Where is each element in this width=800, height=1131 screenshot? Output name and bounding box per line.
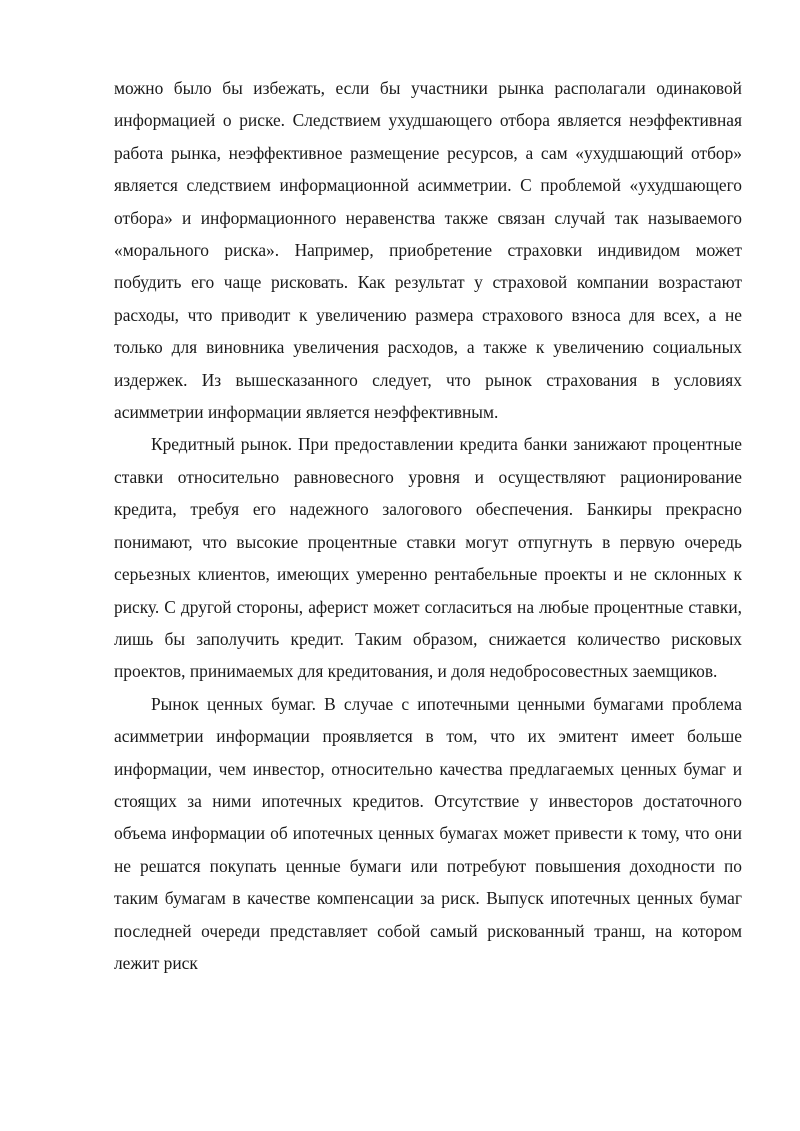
document-page — [114, 72, 742, 979]
paragraph-securities-market: Рынок ценных бумаг. В случае с ипотечными ценными бумагами проблема асимметрии информации проявляется в том, что их эмитент имеет больше информации, чем инвестор, относительно качества предлагаемых ценных бумаг и стоящих за ними ипотечных кредитов. Отсутствие у инвесторов достаточного объема информации об ипотечных ценных бумагах может привести к тому, что они не решатся покупать ценные бумаги или потребуют повышения доходности по таким бумагам в качестве компенсации за риск. Выпуск ипотечных ценных бумаг последней очереди представляет собой самый рискованный транш, на котором лежит риск — [114, 693, 742, 973]
paragraph-insurance-market: можно было бы избежать, если бы участники рынка располагали одинаковой информацией о риске. Следствием ухудшающего отбора является неэффективная работа рынка, неэффективное размещение ресурсов, а сам «ухудшающий отбор» является следствием информационной асимметрии. С проблемой «ухудшающего отбора» и информационного неравенства также связан случай так называемого «морального риска». Например, приобретение страховки индивидом может побудить его чаще рисковать. Как результат у страховой компании возрастают расходы, что приводит к увеличению размера страхового взноса для всех, а не только для виновника увеличения расходов, а также к увеличению социальных издержек. Из вышесказанного следует, что рынок страхования в условиях асимметрии информации является неэффективным. — [114, 78, 742, 423]
paragraph-credit-market: Кредитный рынок. При предоставлении кредита банки занижают процентные ставки относительно равновесного уровня и осуществляют рационирование кредита, требуя его надежного залогового обеспечения. Банкиры прекрасно понимают, что высокие процентные ставки могут отпугнуть в первую очередь серьезных клиентов, имеющих умеренно рентабельные проекты и не склонных к риску. С другой стороны, аферист может согласиться на любые процентные ставки, лишь бы заполучить кредит. Таким образом, снижается количество рисковых проектов, принимаемых для кредитования, и доля недобросовестных заемщиков. — [114, 434, 742, 682]
